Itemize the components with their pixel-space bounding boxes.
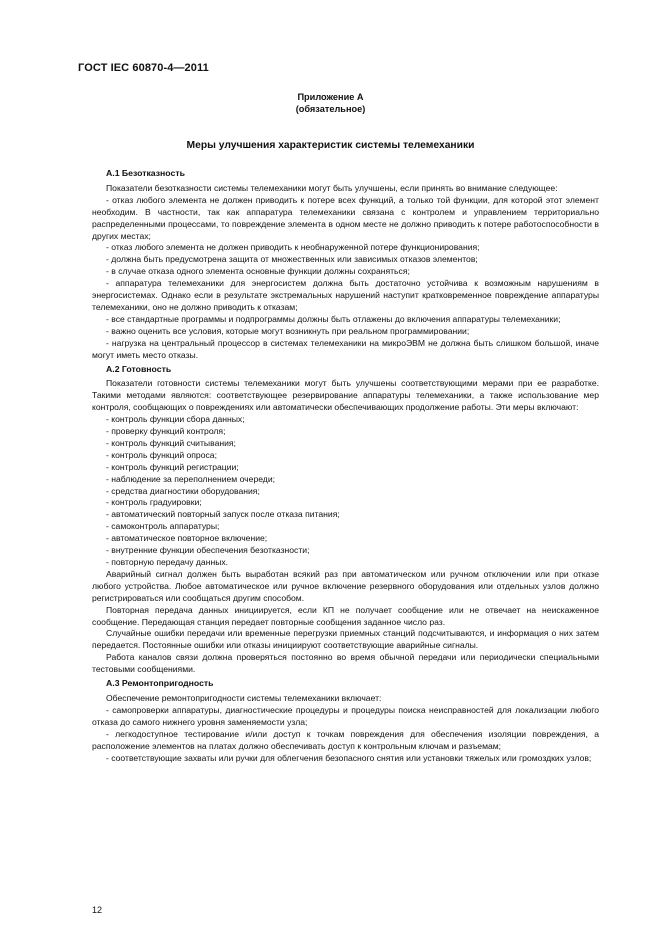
section-a2-list-item: - контроль градуировки;: [106, 497, 202, 508]
section-a2-list-item: - контроль функции сбора данных;: [106, 414, 245, 425]
section-a2-list-item: - повторную передачу данных.: [106, 557, 229, 567]
appendix-heading: [0, 92, 661, 115]
section-a3-item: - самопроверки аппаратуры, диагностические процедуры и процедуры поиска неисправностей для локализации любого отказа до самого нижнего уровня заменяемости узла;: [92, 704, 599, 727]
section-a1-item: - отказ любого элемента не должен приводить к необнаруженной потере функционирования;: [106, 242, 480, 253]
section-a1-item: - нагрузка на центральный процессор в системах телемеханики на микроЭВМ не должна быть слишком большой, иначе могут иметь место отказы.: [92, 337, 599, 360]
section-a2-paragraph: Аварийный сигнал должен быть выработан всякий раз при автоматическом или ручном отключении или при отказе любого устройства. Любое автоматическое или ручное включение резервного оборудования или отдельных узлов должно регистрироваться или сообщаться другим способом.: [92, 568, 599, 603]
section-a2-list-item: - проверку функций контроля;: [106, 426, 226, 437]
section-a2-list-item: - самоконтроль аппаратуры;: [106, 521, 220, 532]
page-number: 12: [92, 905, 103, 915]
section-a2-list-item: - контроль функций опроса;: [106, 449, 217, 460]
standard-header: ГОСТ IEC 60870-4—2011: [78, 62, 209, 74]
section-title-a2: А.2 Готовность: [106, 363, 172, 374]
appendix-title: Приложение А: [297, 92, 364, 102]
section-a1-item: - важно оценить все условия, которые могут возникнуть при реальном программировании;: [106, 325, 470, 336]
section-a2-list-item: - контроль функций регистрации;: [106, 461, 239, 472]
section-a2-paragraph: Работа каналов связи должна проверяться постоянно во время обычной передачи или периодически специальными тестовыми сообщениями.: [92, 652, 599, 675]
main-title: Меры улучшения характеристик системы телемеханики: [186, 140, 475, 151]
section-a2-list-item: - автоматическое повторное включение;: [106, 533, 268, 544]
appendix-subtitle: (обязательное): [295, 103, 366, 114]
section-a2-list-item: - внутренние функции обеспечения безотказности;: [106, 545, 310, 556]
section-a1-item: - аппаратура телемеханики для энергосистем должна быть достаточно устойчива к возможным нарушениям в энергосистемах. Однако если в результате экстремальных нарушений наступит кратковременное повреждение аппаратуры телемеханики, оно не должно приводить к отказам;: [92, 278, 599, 312]
section-a2-paragraph: Случайные ошибки передачи или временные перегрузки приемных станций подсчитываются, и информация о них затем передается. Постоянные ошибки или отказы инициируют соответствующие аварийные сигналы.: [92, 628, 599, 651]
section-a2-intro: Показатели готовности системы телемеханики могут быть улучшены соответствующими мерами при ее разработке. Такими методами являются: соответствующее резервирование аппаратуры телемеханики, а также использование мер контроля, сообщающих о повреждениях или автоматически обеспечивающих продолжение работы. Эти меры включают:: [92, 378, 599, 413]
section-a3-item: - соответствующие захваты или ручки для облегчения безопасного снятия или установки тяжелых или громоздких узлов;: [106, 752, 592, 763]
section-a2-list-item: - контроль функций считывания;: [106, 437, 236, 448]
section-a2-list-item: - средства диагностики оборудования;: [106, 485, 260, 496]
section-a1-item: - отказ любого элемента не должен приводить к потере всех функций, а только той функции, для которой этот элемент необходим. В частности, так как аппаратура телемеханики связана с контролем и управлением территориально распределенными процессами, то повреждение элемента в одном месте не должно приводить к потере работоспособности в других местах;: [92, 194, 599, 241]
section-a2-list-item: - автоматический повторный запуск после отказа питания;: [106, 509, 340, 520]
section-a2-list-item: - наблюдение за переполнением очереди;: [106, 473, 276, 484]
section-a1-item: - все стандартные программы и подпрограммы должны быть отлажены до включения аппаратуры телемеханики;: [106, 313, 561, 324]
section-title-a3: А.3 Ремонтопригодность: [106, 678, 214, 689]
section-a1-item: - должна быть предусмотрена защита от множественных или зависимых отказов элементов;: [106, 254, 478, 265]
section-a1-intro: Показатели безотказности системы телемеханики могут быть улучшены, если принять во внимание следующее:: [106, 182, 558, 193]
section-a1-item: - в случае отказа одного элемента основные функции должны сохраняться;: [106, 266, 410, 277]
section-a3-item: - легкодоступное тестирование и/или доступ к точкам повреждения для обеспечения изоляции повреждения, а расположение элементов на платах должно обеспечивать доступ к контрольным ключам и разъемам;: [92, 728, 599, 751]
document-body: [92, 168, 599, 764]
section-a2-paragraph: Повторная передача данных инициируется, если КП не получает сообщение или не отвечает на неискаженное сообщение. Передающая станция передает повторные сообщения заданное число раз.: [92, 604, 599, 627]
section-a3-intro: Обеспечение ремонтопригодности системы телемеханики включает:: [106, 692, 382, 703]
section-title-a1: А.1 Безотказность: [106, 168, 185, 178]
